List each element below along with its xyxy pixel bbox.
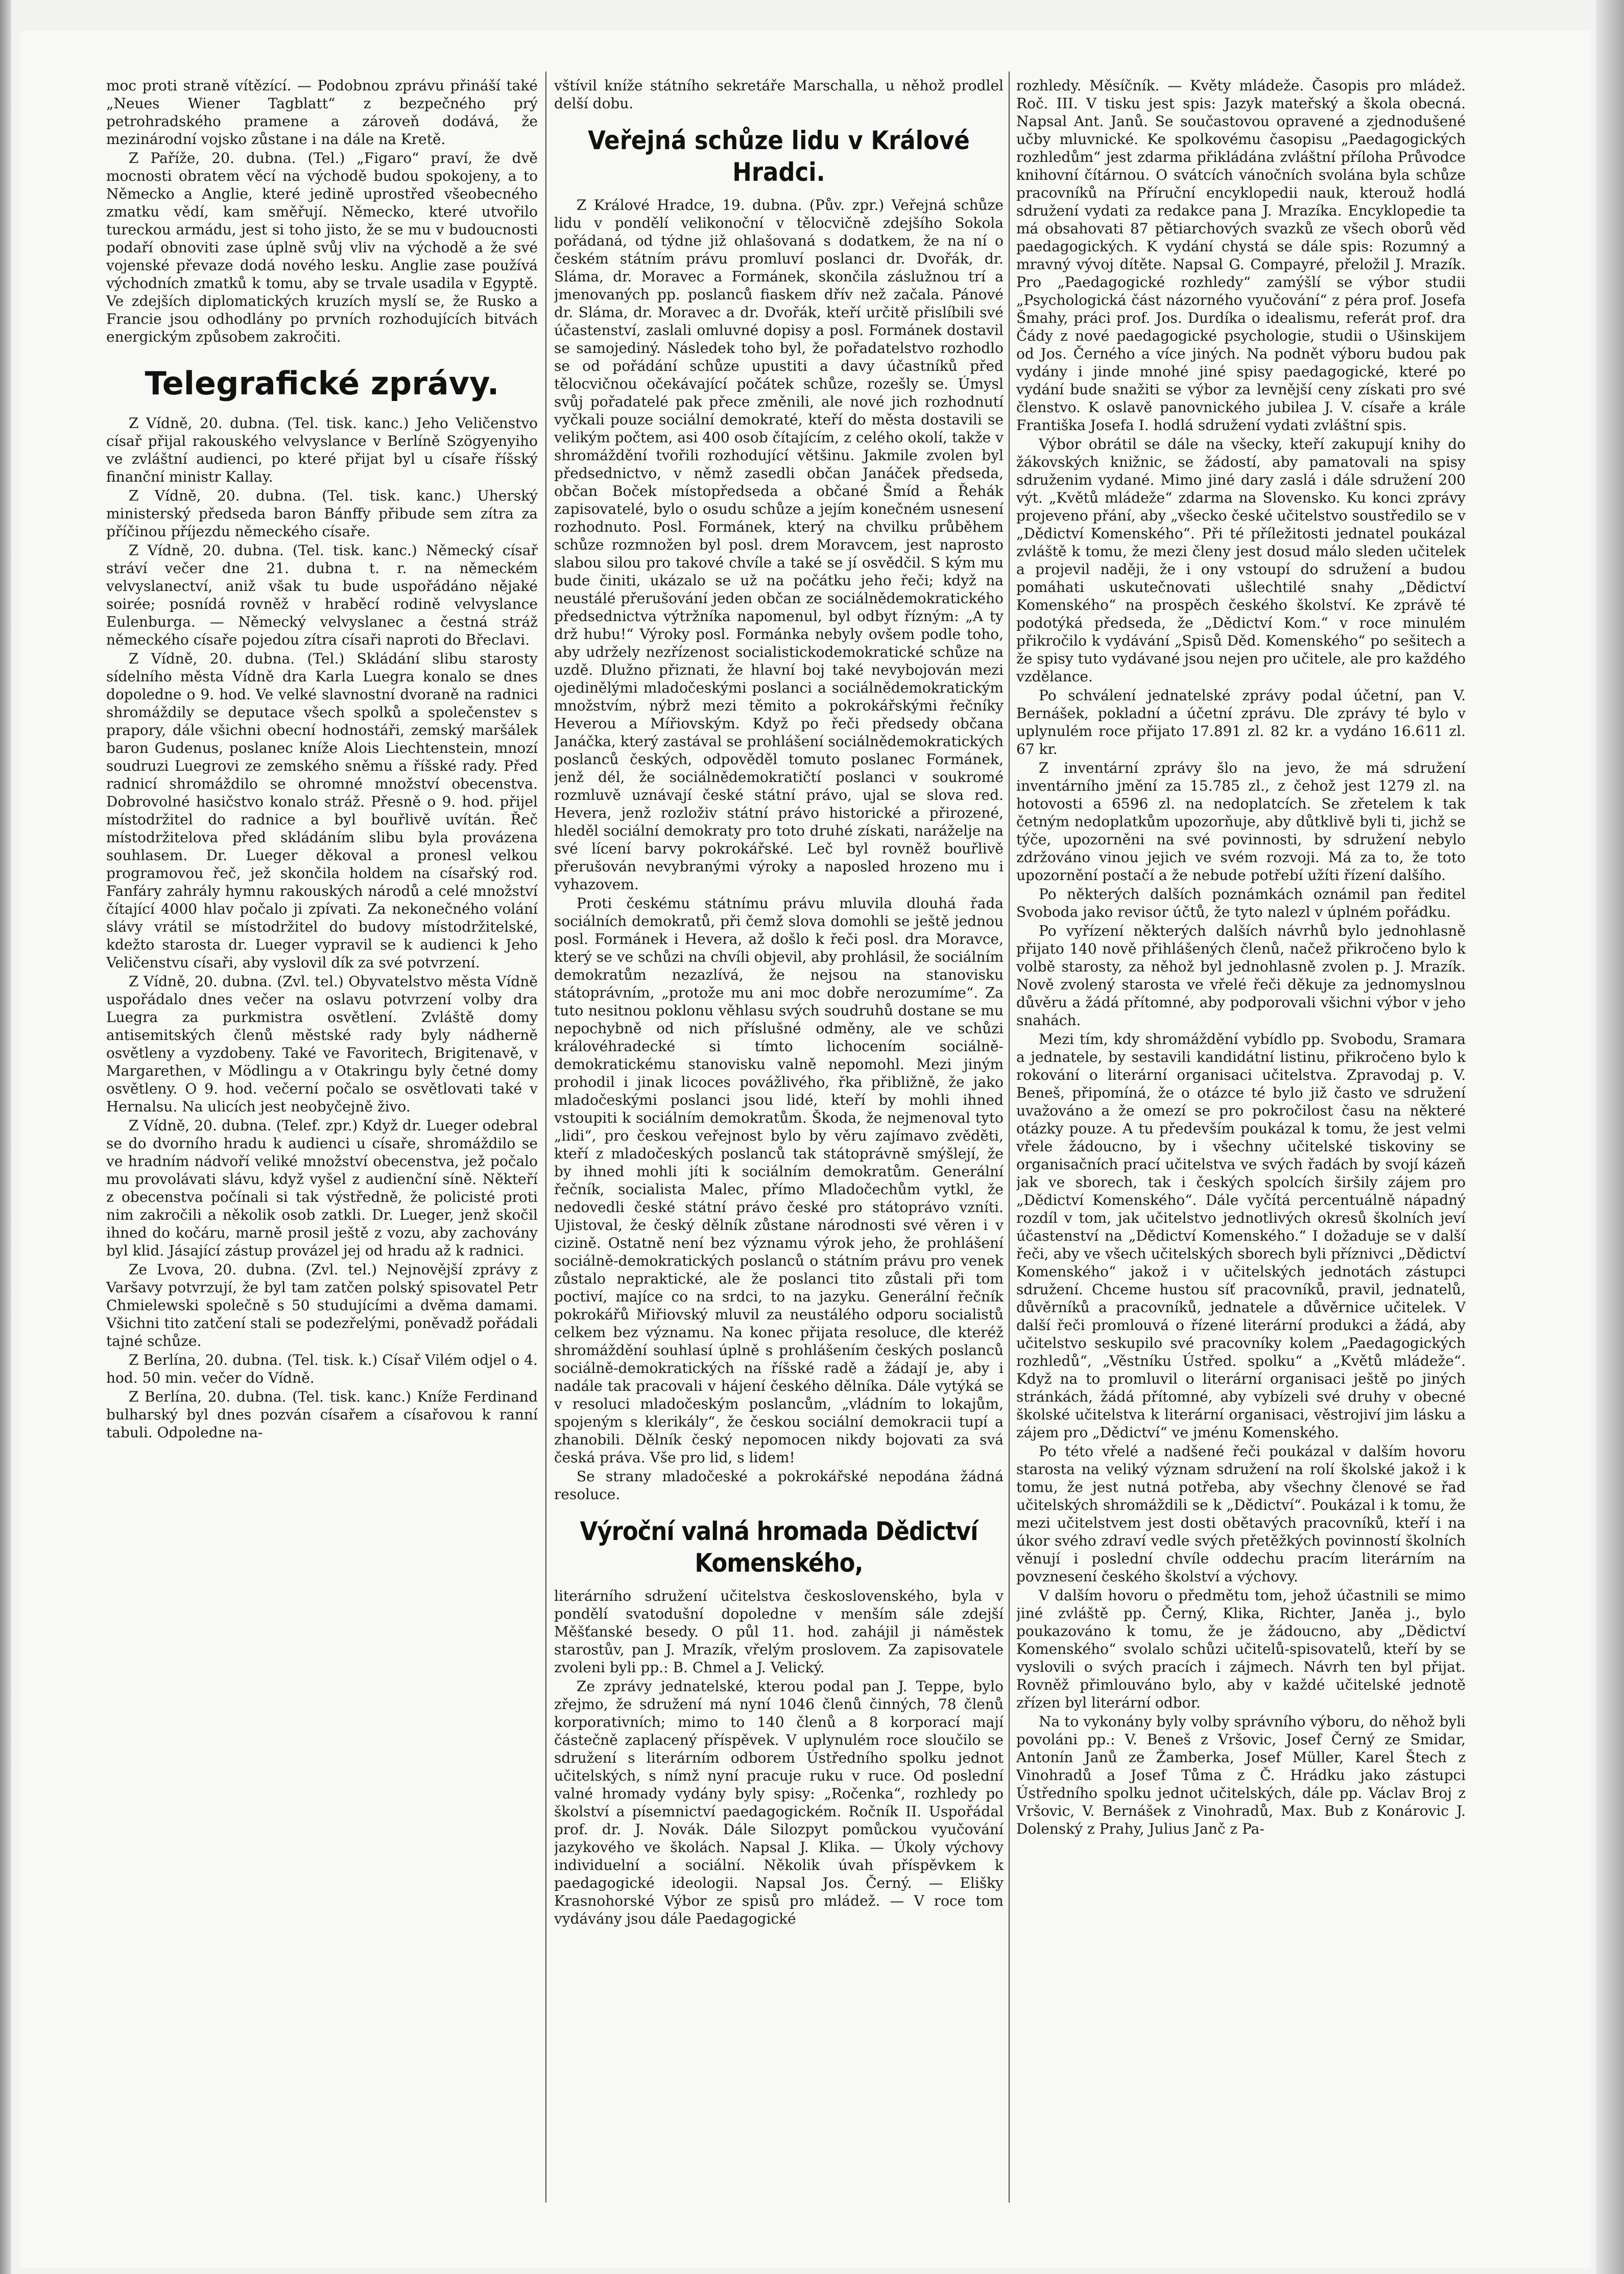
column-rule	[545, 72, 546, 2202]
article-paragraph: rozhledy. Měsíčník. — Květy mládeže. Časopis pro mládež. Roč. III. V tisku jest spis: Jazyk mateřský a škola obecná. Napsal Ant. Janů. Se součastovou opravené a zjednodušené učby mluvnické. Ke spolkovému časopisu „Paedagogických rozhledům“ jest zdarma přikládána zvláštní příloha Průvodce knihovní čítárnou. O svátcích vánočních svolána byla schůze pracovníků na Příruční encyklopedii nauk, kterouž hodlá sdružení vydati za redakce pana J. Mrazíka. Encyklopedie ta má obsahovati 87 pětiarchových svazků ze všech oborů věd paedagogických. K vydání chystá se dále spis: Rozumný a mravný vývoj dítěte. Napsal G. Compayré, přeložil J. Mrazík. Pro „Paedagogické rozhledy“ zamýšlí se výbor studii „Psychologická část názorného vyučování“ z péra prof. Josefa Šmahy, práci prof. Jos. Durdíka o idealismu, referát prof. dra Čády z nové paedagogické psychologie, studii o Ušinskijem od Jos. Černého a více jiných. Na podnět výboru budou pak vydány i jinde mnohé jiné spisy paedagogické, které po vydání bude snažiti se výbor za levnější ceny získati pro své členstvo. K oslavě panovnického jubilea J. V. císaře a krále Františka Josefa I. hodlá sdružení vydati zvláštní spis.	[1016, 77, 1466, 434]
column-rule	[1009, 72, 1010, 2202]
article-paragraph: Po této vřelé a nadšené řeči poukázal v dalším hovoru starosta na veliký význam sdružení na rolí školské jakož i k tomu, že jest nutná potřeba, aby všechny členové se řad učitelských shromáždili se k „Dědictví“. Poukázal i k tomu, že mezi učitelstvem jest dosti obětavých pracovníků, kteří i na úkor svého zdraví vedle svých přetěžkých povinností školních věnují i poslední chvíle oddechu pracím literárním na povznesení českého školství a výchovy.	[1016, 1443, 1466, 1585]
telegram-item: Z Vídně, 20. dubna. (Tel. tisk. kanc.) Německý císař stráví večer dne 21. dubna t. r. na německém velvyslanectví, aniž však tu bude uspořádáno nějaké soirée; posnídá rovněž v hraběcí rodině velvyslance Eulenburga. — Německý velvyslanec a čestná stráž německého císaře pojedou zítra císaři naproti do Břeclavi.	[106, 542, 538, 648]
telegram-item: Ze Lvova, 20. dubna. (Zvl. tel.) Nejnovější zprávy z Varšavy potvrzují, že byl tam zatčen polský spisovatel Petr Chmielewski společně s 50 studujícími a dvěma damami. Všichni tito zatčení stali se podezřelými, poněvadž pořádali tajné schůze.	[106, 1261, 538, 1349]
article-heading-annual-meeting: Výroční valná hromada Dědictví Komenského,	[580, 1517, 978, 1578]
telegram-item: Z Vídně, 20. dubna. (Tel.) Skládání slibu starosty sídelního města Vídně dra Karla Luegra konalo se dnes dopoledne o 9. hod. Ve velké slavnostní dvoraně na radnici shromáždily se deputace všech spolků a společenstev s prapory, dále všichni obecní hodnostáři, zemský maršálek baron Gudenus, poslanec kníže Alois Liechtenstein, mnozí soudruzi Luegrovi ze zemského sněmu a říšské rady. Před radnicí shromáždilo se ohromné množství obecenstva. Dobrovolné hasičstvo konalo stráž. Přesně o 9. hod. přijel místodržitel do radnice a byl bouřlivě uvítán. Řeč místodržitelova před skládáním slibu byla provázena souhlasem. Dr. Lueger děkoval a pronesl velkou programovou řeč, jež skončila holdem na císařský rod. Fanfáry zahrály hymnu rakouských národů a celé množství čítající 4000 hlav počalo ji zpívati. Za nekonečného volání slávy vrátil se místodržitel do budovy místodržitelské, kdežto starosta dr. Lueger vypravil se k audienci k Jeho Veličenstvu císaři, aby vyslovil dík za své potvrzení.	[106, 650, 538, 971]
article-continuation: vštívil kníže státního sekretáře Marschalla, u něhož prodlel delší dobu.	[554, 77, 1004, 112]
column-1	[106, 77, 538, 2218]
article-paragraph: Z inventární zprávy šlo na jevo, že má sdružení inventárního jmění za 15.785 zl., z čehož jest 1279 zl. na hotovosti a 6596 zl. na nedoplatcích. Se zřetelem k tak četným nedoplatkům upozorňuje, aby důtklivě byli ti, jichž se týče, upozorněni na své povinnosti, by sdružení nebylo zdržováno vinou jejich ve svém rozvoji. Má za to, že toto upozornění postačí a že nebude potřebí užíti řízení dalšího.	[1016, 760, 1466, 884]
telegram-item: Z Berlína, 20. dubna. (Tel. tisk. kanc.) Kníže Ferdinand bulharský byl dnes pozván císařem a císařovou k ranní tabuli. Odpoledne na-	[106, 1388, 538, 1441]
article-paragraph: Na to vykonány byly volby správního výboru, do něhož byli povoláni pp.: V. Beneš z Vršovic, Josef Černý ze Smidar, Antonín Janů ze Žamberka, Josef Müller, Karel Štech z Vinohradů a Josef Tůma z Č. Hrádku jako zástupci Ústředního spolku jednot učitelských, dále pp. Václav Broj z Vršovic, V. Bernášek z Vinohradů, Max. Bub z Konárovic J. Dolenský z Prahy, Julius Janč z Pa-	[1016, 1713, 1466, 1837]
article-paragraph: Po vyřízení některých dalších návrhů bylo jednohlasně přijato 140 nově přihlášených členů, načež přikročeno bylo k volbě starosty, za něhož byl jednohlasně zvolen p. J. Mrazík. Nově zvolený starosta ve vřelé řeči děkuje za jednomyslnou důvěru a žádá přítomné, aby podporovali všichni výbor v jeho snahách.	[1016, 922, 1466, 1029]
column-2	[554, 77, 1004, 2218]
article-paragraph: literárního sdružení učitelstva československého, byla v pondělí svatodušní dopoledne v menším sále zdejší Měšťanské besedy. O půl 11. hod. zahájil ji náměstek starostův, pan J. Mrazík, vřelým proslovem. Za zapisovatele zvoleni byli pp.: B. Chmel a J. Velický.	[554, 1588, 1004, 1676]
telegram-item: Z Vídně, 20. dubna. (Telef. zpr.) Když dr. Lueger odebral se do dvorního hradu k audienci u císaře, shromáždilo se ve hradním nádvoří veliké množství obecenstva, jež počalo mu provolávati slávu, když vyšel z audienční síně. Někteří z obecenstva počínali si tak výstředně, že policisté proti nim zakročili a několik osob zatkli. Dr. Lueger, jenž skočil ihned do kočáru, marně prosil ještě z vozu, aby zachovány byl klid. Jásající zástup provázel jej od hradu až k radnici.	[106, 1117, 538, 1259]
article-paragraph: Výbor obrátil se dále na všecky, kteří zakupují knihy do žákovských knižnic, se žádostí, aby pamatovali na spisy sdruženim vydané. Mimo jiné dary zaslá i dále sdružení 200 výt. „Květů mládeže“ zdarma na Slovensko. Ku konci zprávy projeveno přání, aby „všecko české učitelstvo soustředilo se v „Dědictví Komenského“. Při té příležitosti jednatel poukázal zvláště k tomu, že mezi členy jest dosud málo sleden učitelek a projevil naději, že i ony vstoupí do sdružení a budou pomáhati uskutečnovati ušlechtilé snahy „Dědictví Komenského“ na prospěch českého školství. Ke zprávě té podotýká předseda, že „Dědictví Kom.“ v roce minulém přikročilo k vydávání „Spisů Děd. Komenského“ po sešitech a že spisy tuto vydávané jsou nejen pro učitele, ale pro každého vzdělance.	[1016, 436, 1466, 685]
telegram-item: Z Vídně, 20. dubna. (Tel. tisk. kanc.) Uherský ministerský předseda baron Bánffy přibude sem zítra za příčinou příjezdu německého císaře.	[106, 487, 538, 540]
news-item-paris: Z Paříže, 20. dubna. (Tel.) „Figaro“ praví, že dvě mocnosti obratem věcí na východě budou spokojeny, a to Německo a Anglie, které jedině uprostřed všeobecného zmatku vědí, kam směřují. Německo, které utvořilo tureckou armádu, jest si toho jisto, že se mu v budoucnosti podaří obnoviti zase úplně svůj vliv na východě a že své vojenské převaze dodá nového lesku. Anglie zase používá východních zmatků k tomu, aby se trvale usadila v Egyptě. Ve zdejších diplomatických kruzích myslí se, že Rusko a Francie jsou odhodlány po prvních rozhodujících bitvách energickým způsobem zakročiti.	[106, 150, 538, 345]
article-heading-public-meeting: Veřejná schůze lidu v Králové Hradci.	[588, 126, 970, 187]
article-continuation: moc proti straně vítězící. — Podobnou zprávu přináší také „Neues Wiener Tagblatt“ z bezpečného prý petrohradského pramene a zároveň dodává, že mezinárodní vojsko zůstane i na dále na Kretě.	[106, 77, 538, 148]
article-paragraph: Z Králové Hradce, 19. dubna. (Pův. zpr.) Veřejná schůze lidu v pondělí velikonoční v tělocvičně zdejšího Sokola pořádaná, od týdne již ohlašovaná s dodatkem, že na ní o českém státním právu promluví poslanci dr. Dvořák, dr. Slámа, dr. Moravec a Formánek, skončila záslužnou trí a jmenovaných pp. poslanců fiaskem dřív než začala. Pánové dr. Sláma, dr. Moravec a dr. Dvořák, kteří určitě přislíbili své účastenství, zaslali omluvné dopisy a posl. Formánek dostavil se samojediný. Následek toho byl, že pořadatelstvo rozhodlo se od pořádání schůze upustiti a davy účastníků před tělocvičnou očekávající počátek schůze, rozešly se. Úmysl svůj pořadatelé pak přece změnili, ale nové jich rozhodnutí vyčkali pouze sociální demokraté, kteří do města dostavili se velikým počtem, asi 400 osob čítajícím, z celého okolí, takže v shromáždění tvořili rozhodující většinu. Jakmile zvolen byl předsednictvo, v němž zasedli občan Janáček předseda, občan Boček místopředseda a občané Šmíd a Řehák zapisovatelé, bylo o osudu schůze a jejím konečném usnesení rozhodnuto. Posl. Formánek, který na chvilku průběhem schůze rozmnožen byl posl. drem Moravcem, jest naprosto slabou silou pro takové chvíle a také se jí osvědčil. S kým mu bude činiti, ukázalo se už na počátku jeho řeči; když na neustálé přerušování jeden občan ze sociálnědemokratického předsednictva výtržníka napomenul, byl odbyt řízným: „A ty drž hubu!“ Výroky posl. Formánka nebyly ovšem podle toho, aby udržely nezřízenost socialistickodemokratické schůze na uzdě. Dlužno přiznati, že hlavní boj také nevybojován mezi ojedinělými mladočeskými poslanci a sociálnědemokratickým množstvím, nýbrž mezi těmito a pokrokářskými řečníky Heverou a Mířiovským. Když po řeči předsedy občana Janáčka, který zastával se prohlášení sociálnědemokratických poslanců českých, odpověděl tomuto poslanec Formánek, jenž dél, že sociálnědemokratičtí poslanci v soukromé rozmluvě uznávají české státní právo, ujal se slova red. Hevera, jenž rozloživ státní právo historické a přirozené, hleděl sociální demokraty pro toto druhé získati, naráželje na své lícení barvy pokrokářské. Leč byl rovněž bouřlivě přerušován nevybranými výroky a naposled hrozeno mu i vyhazovem.	[554, 197, 1004, 893]
telegram-item: Z Vídně, 20. dubna. (Zvl. tel.) Obyvatelstvo města Vídně uspořádalo dnes večer na oslavu potvrzení volby dra Luegra za purkmistra osvětlení. Zvláště domy antisemitských členů městské rady byly nádherně osvětleny a vyzdobeny. Také ve Favoritech, Brigitenavě, v Margarethen, v Mödlingu a v Otakringu byly četné domy osvětleny. O 9. hod. večerní počalo se osvětlovati také v Hernalsu. Na ulicích jest neobyčejně živo.	[106, 973, 538, 1115]
binding-shadow	[0, 0, 11, 2274]
article-paragraph: Ze zprávy jednatelské, kterou podal pan J. Teppe, bylo zřejmo, že sdružení má nyní 1046 členů činných, 78 členů korporativních; mimo to 140 členů a 8 korporací mají částečně zaplacený příspěvek. V uplynulém roce sloučilo se sdružení s literárním odborem Ústředního spolku jednot učitelských, s nímž nyní pracuje ruku v ruce. Od poslední valné hromady vydány byly spisy: „Ročenka“, rozhledy po školství a písemnictví paedagogickém. Ročník II. Uspořádal prof. dr. J. Novák. Dále Silozpyt pomůckou vyučování jazykového ve školách. Napsal J. Klika. — Úkoly výchovy individuelní a sociální. Několik úvah příspěvkem k paedagogické ideologii. Napsal Jos. Černý. — Elišky Krasnohorské Výbor ze spisů pro mládež. — V roce tom vydávány jsou dále Paedagogické	[554, 1678, 1004, 1927]
article-paragraph: Po schválení jednatelské zprávy podal účetní, pan V. Bernášek, pokladní a účetní zprávu. Dle zprávy té bylo v uplynulém roce přijato 17.891 zl. 82 kr. a vydáno 16.611 zl. 67 kr.	[1016, 687, 1466, 757]
page-edge-shadow	[1596, 0, 1624, 2274]
article-paragraph: Se strany mladočeské a pokrokářské nepodána žádná resoluce.	[554, 1468, 1004, 1503]
column-3	[1016, 77, 1466, 2218]
article-paragraph: Mezi tím, kdy shromáždění vybídlo pp. Svobodu, Sramara a jednatele, by sestavili kandidátní listinu, přikročeno bylo k rokování o literární organisaci učitelstva. Zpravodaj p. V. Beneš, připomíná, že o otázce té bylo již často ve sdružení uvažováno a že omezí se pro pokročilost času na některé otázky pouze. A tu především poukázal k tomu, že jest velmi vřele žádoucno, by i všechny učitelské tiskoviny se organisačních prací učitelstva ve svých řadách by svojí kázeň jak ve sborech, tak i českých spolcích širšily zájem pro „Dědictví Komenského“. Dále vyčítá percentuálně nápadný rozdíl v tom, jak učitelstvo jednotlivých okresů školních jeví účastenství na „Dědictví Komenského.“ I dožaduje se v další řeči, aby ve všech učitelských sborech byli příznivci „Dědictví Komenského“ jakož i v učitelských jednotách zástupci sdružení. Chceme hustou síť pracovníků, pravil, jednatelů, důvěrníků a pracovníků, jednatele a důvěrnice učitelek. V další řeči promlouvá o řízené literární produkci a žádá, aby učitelstvo seskupilo své pracovníky kolem „Paedagogických rozhledů“, „Věstníku Ústřed. spolku“ a „Květů mládeže“. Když na to promluvil o literární organisaci ještě po jiných stránkách, žádá přítomné, aby vybízeli své druhy v obecné školské učitelstva k literární organisaci, věstrojiví jim lásku a zájem pro „Dědictví“ ve jménu Komenského.	[1016, 1031, 1466, 1441]
article-paragraph: Proti českému státnímu právu mluvila dlouhá řada sociálních demokratů, při čemž slova domohli se ještě jednou posl. Formánek i Hevera, až došlo k řeči posl. dra Moravce, který se ve schůzi na chvíli objevil, aby prohlásil, že sociálním demokratům nezazlívá, že nejsou na stanovisku státoprávním, „protože mu ani moc dobře nerozumíme“. Za tuto nesitnou poklonu věhlasu svých soudruhů dostane se mu nepochybně od nich příslušné odměny, ale ve schůzi královéhradecké si tímto lichocením sociálně-demokratickému stanovisku valně nepomohl. Mezi jiným prohodil i jinak licoces povážlivého, řka přibližně, že jako mladočeskými poslanci jsou lidé, kteří by mohli ihned vstoupiti k sociálním demokratům. Škoda, že nejmenoval tyto „lidi“, pro českou veřejnost bylo by věru zajímavo zvěděti, kteří z mladočeských poslanců tak státoprávně smýšlejí, že by ihned mohli jíti k sociálním demokratům. Generální řečník, socialista Malec, přímo Mladočechům vytkl, že nedovedli české státní právo české pro státoprávo vzníti. Ujistoval, že český dělník zůstane národnosti své věren i v cizině. Ostatně není bez významu výrok jeho, že prohlášení sociálně-demokratických poslanců o státním právu pro venek zůstalo nepraktické, ale že poslanci tito zůstali při tom poctiví, majíce co na srdci, to na jazyku. Generální řečník pokrokářů Miřiovský mluvil za neustálého odporu socialistů celkem bez významu. Na konec přijata resoluce, dle kteréž shromáždění souhlasí úplně s prohlášením českých poslanců sociálně-demokratických na říšské radě a žádají je, aby i nadále tak pracovali v hájení českého dělníka. Dále vytýká se v resoluci mladočeským poslancům, „vládním to lokajům, spojeným s klerikály“, že českou sociální demokracii tupí a zhanobili. Dělník český nepomocen nikdy bojovati za svá česká práva. Vše pro lid, s lidem!	[554, 895, 1004, 1466]
telegram-item: Z Berlína, 20. dubna. (Tel. tisk. k.) Císař Vilém odjel o 4. hod. 50 min. večer do Vídně.	[106, 1352, 538, 1386]
telegram-item: Z Vídně, 20. dubna. (Tel. tisk. kanc.) Jeho Veličenstvo císař přijal rakouského velvyslance v Berlíně Szögyenyiho ve zvláštní audienci, po které přijat byl u císaře říšský finanční ministr Kallay.	[106, 415, 538, 485]
article-paragraph: V dalším hovoru o předmětu tom, jehož účastnili se mimo jiné zvláště pp. Černý, Klika, Richter, Janěa j., bylo poukazováno k tomu, že je žádoucno, aby „Dědictví Komenského“ svolalo schůzi učitelů-spisovatelů, kteří by se vyslovili o svých pracích i zájmech. Návrh ten byl přijat. Rovněž přimlouváno bylo, aby v každé učitelské jednotě zřízen byl literární odbor.	[1016, 1587, 1466, 1711]
section-heading: Telegrafické zprávy.	[145, 365, 499, 402]
article-paragraph: Po některých dalších poznámkách oznámil pan ředitel Svoboda jako revisor účtů, že tyto nalezl v úplném pořádku.	[1016, 886, 1466, 920]
